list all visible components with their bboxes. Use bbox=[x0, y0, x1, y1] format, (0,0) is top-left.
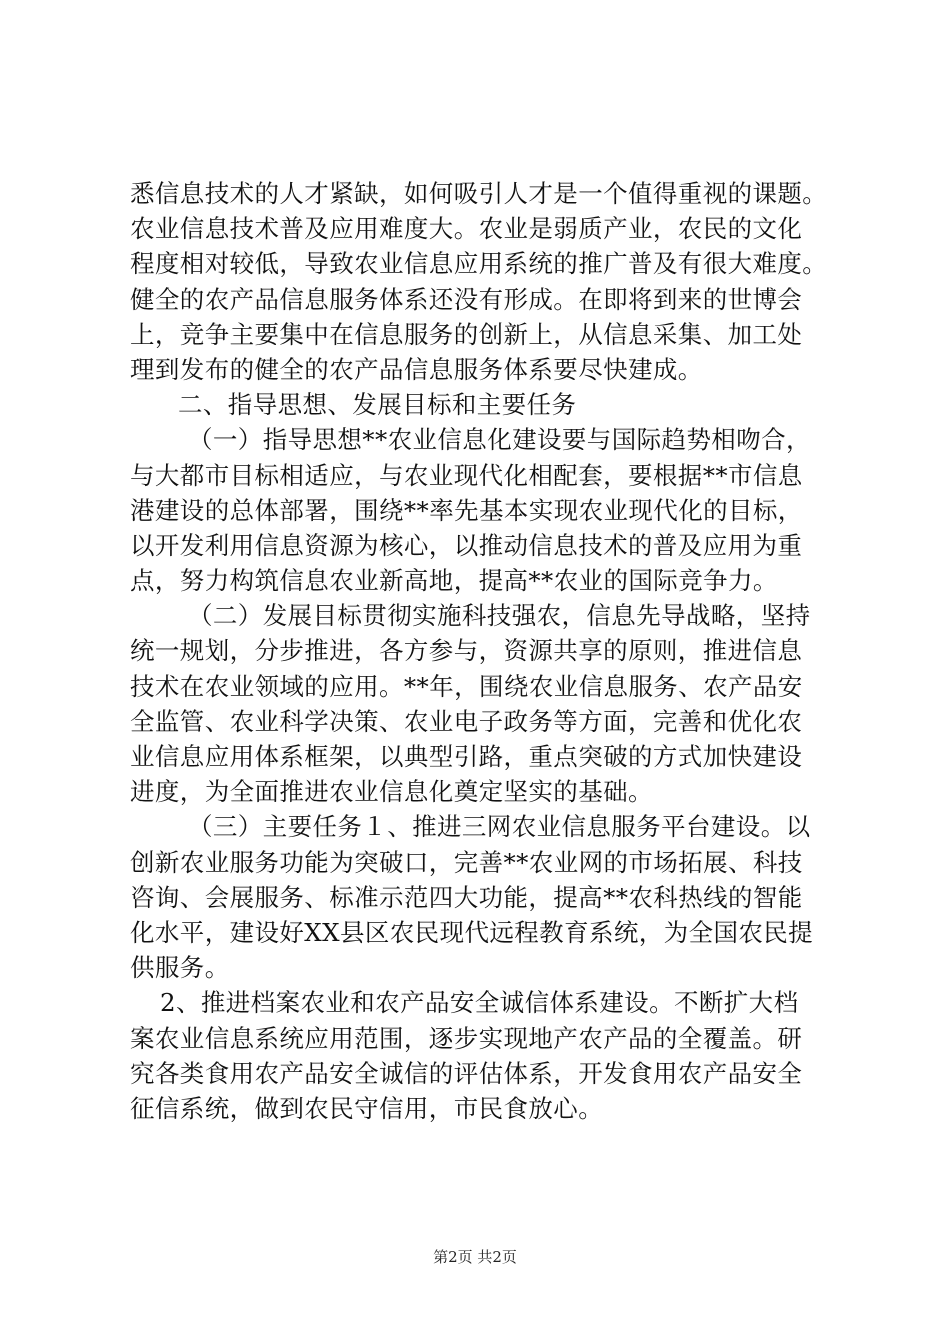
text-line: 业信息应用体系框架，以典型引路，重点突破的方式加快建设 bbox=[130, 742, 803, 771]
text-line: 程度相对较低，导致农业信息应用系统的推广普及有很大难度。 bbox=[130, 249, 828, 279]
text-line: 进度，为全面推进农业信息化奠定坚实的基础。 bbox=[130, 777, 653, 807]
text-line: 理到发布的健全的农产品信息服务体系要尽快建成。 bbox=[130, 354, 703, 384]
text-line: 创新农业服务功能为突破口，完善**农业网的市场拓展、科技 bbox=[130, 847, 803, 877]
text-line: 以开发利用信息资源为核心，以推动信息技术的普及应用为重 bbox=[130, 530, 803, 560]
section-heading: 二、指导思想、发展目标和主要任务 bbox=[178, 390, 577, 420]
paragraph-start-line: 2、推进档案农业和农产品安全诚信体系建设。不断扩大档 bbox=[160, 988, 799, 1018]
subsection-start-line: （二）发展目标贯彻实施科技强农，信息先导战略，坚持 bbox=[188, 601, 811, 631]
text-line: 统一规划，分步推进，各方参与，资源共享的原则，推进信息 bbox=[130, 636, 803, 666]
subsection-start-line: （三）主要任务１、推进三网农业信息服务平台建设。以 bbox=[188, 812, 811, 842]
text-line: 技术在农业领域的应用。**年，围绕农业信息服务、农产品安 bbox=[130, 671, 803, 701]
document-body bbox=[130, 176, 830, 1126]
text-line: 港建设的总体部署，围绕**率先基本实现农业现代化的目标， bbox=[130, 495, 803, 525]
text-line: 征信系统，做到农民守信用，市民食放心。 bbox=[130, 1093, 604, 1123]
text-line: 案农业信息系统应用范围，逐步实现地产农产品的全覆盖。研 bbox=[130, 1023, 803, 1053]
text-line: 全监管、农业科学决策、农业电子政务等方面，完善和优化农 bbox=[130, 706, 803, 736]
page-number-footer: 第2页 共2页 bbox=[433, 1248, 517, 1266]
text-line: 咨询、会展服务、标准示范四大功能，提高**农科热线的智能 bbox=[130, 882, 803, 912]
text-line: 化水平，建设好XX县区农民现代远程教育系统，为全国农民提 bbox=[130, 917, 814, 947]
subsection-start-line: （一）指导思想**农业信息化建设要与国际趋势相吻合， bbox=[188, 425, 811, 455]
text-line: 与大都市目标相适应，与农业现代化相配套，要根据**市信息 bbox=[130, 460, 803, 490]
text-line: 点，努力构筑信息农业新高地，提高**农业的国际竞争力。 bbox=[130, 566, 778, 596]
text-line: 悉信息技术的人才紧缺，如何吸引人才是一个值得重视的课题。 bbox=[130, 179, 828, 208]
text-line: 上，竞争主要集中在信息服务的创新上，从信息采集、加工处 bbox=[130, 319, 803, 349]
text-line: 究各类食用农产品安全诚信的评估体系，开发食用农产品安全 bbox=[130, 1058, 803, 1088]
text-line: 供服务。 bbox=[130, 953, 230, 983]
text-line: 农业信息技术普及应用难度大。农业是弱质产业，农民的文化 bbox=[130, 214, 803, 244]
text-line: 健全的农产品信息服务体系还没有形成。在即将到来的世博会 bbox=[130, 284, 803, 314]
